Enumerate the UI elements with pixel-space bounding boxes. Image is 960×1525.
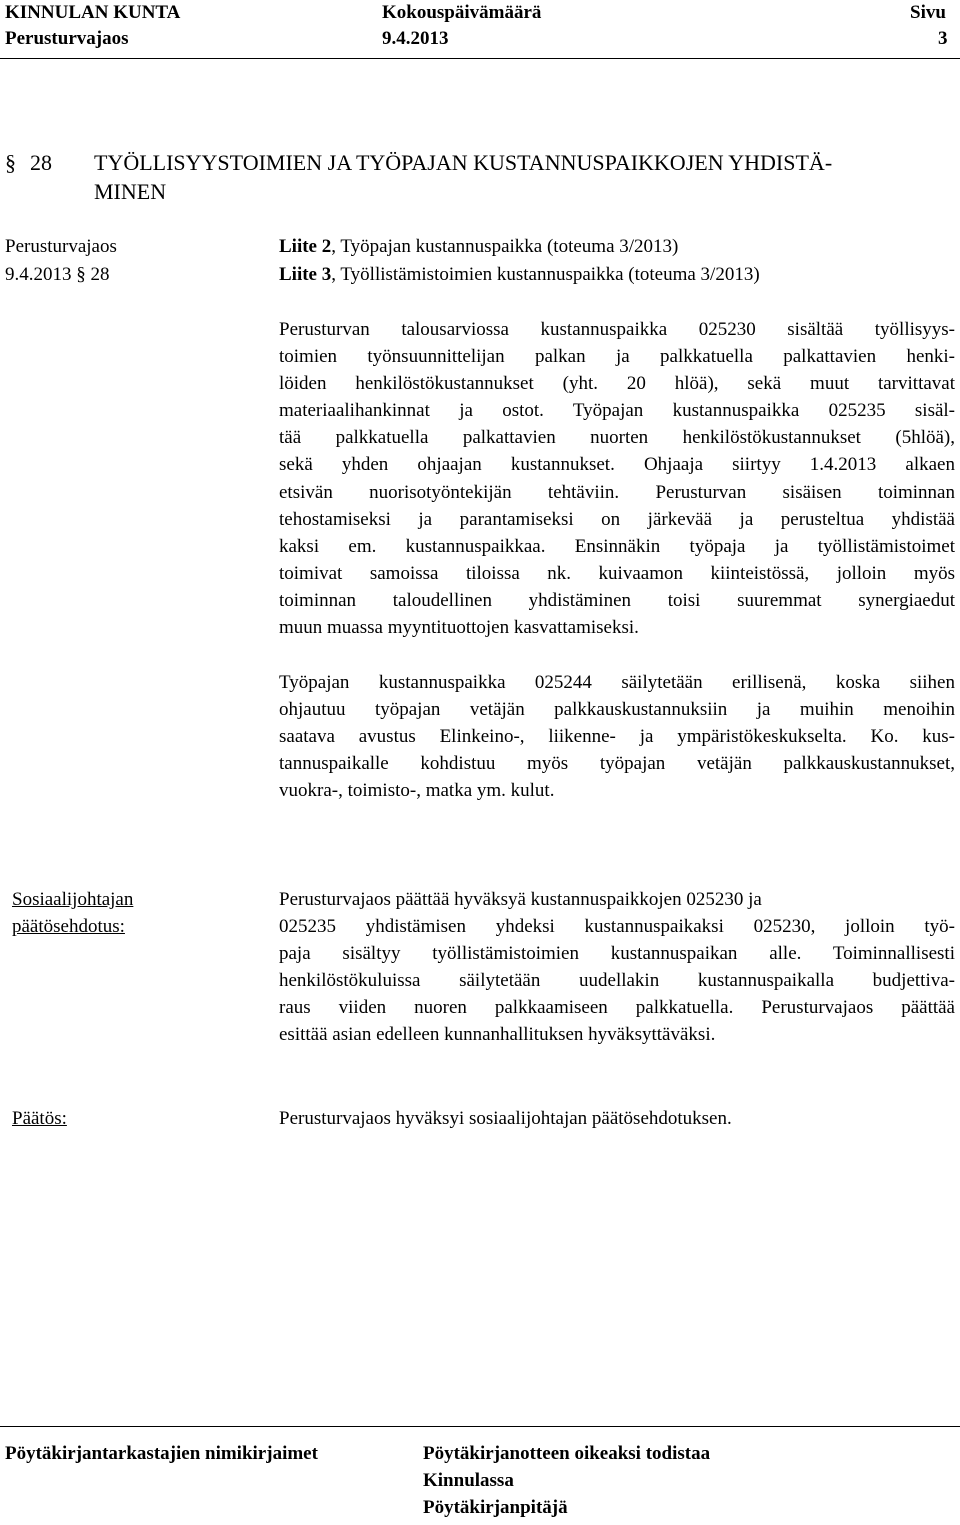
attachment-2-label: Liite 2 xyxy=(279,236,332,257)
paragraph-line: materiaalihankinnat ja ostot. Työpajan kustannuspaikka 025235 sisäl- xyxy=(279,400,955,422)
section-symbol: § xyxy=(5,150,16,175)
paragraph-line: toimien työnsuunnittelijan palkan ja palkkatuella palkattavien henki- xyxy=(279,346,955,368)
proposal-line: paja sisältyy työllistämistoimien kustannuspaikan alle. Toiminnallisesti xyxy=(279,943,955,965)
proposal-text xyxy=(279,886,955,1049)
proposal-line: 025235 yhdistämisen yhdeksi kustannuspaikaksi 025230, jolloin työ- xyxy=(279,916,955,938)
paragraph-line: etsivän nuorisotyöntekijän tehtäviin. Perusturvan sisäisen toiminnan xyxy=(279,481,955,503)
paragraph-line: saatava avustus Elinkeino-, liikenne- ja ympäristökeskukselta. Ko. kus- xyxy=(279,726,955,748)
reference-date-section xyxy=(5,262,110,288)
paragraph-line: toiminnan taloudellinen yhdistäminen toisi suuremmat synergiaedut xyxy=(279,589,955,611)
footer-certification-line-1: Pöytäkirjanotteen oikeaksi todistaa xyxy=(423,1443,711,1464)
attachment-3-label: Liite 3 xyxy=(279,264,332,285)
paragraph-line: vuokra-, toimisto-, matka ym. kulut. xyxy=(279,780,555,802)
decision-label: Päätös: xyxy=(12,1108,67,1129)
footer-certification-line-2: Kinnulassa xyxy=(423,1470,514,1491)
meeting-date-value: 9.4.2013 xyxy=(382,28,449,49)
paragraph-line: sekä yhden ohjaajan kustannukset. Ohjaaja siirtyy 1.4.2013 alkaen xyxy=(279,454,955,476)
reference-section-symbol: § xyxy=(76,264,86,285)
paragraph-line: tannuspaikalle kohdistuu myös työpajan vetäjän palkkauskustannukset, xyxy=(279,753,955,775)
municipality-name: KINNULAN KUNTA xyxy=(5,2,181,23)
proposal-label-line-2: päätösehdotus: xyxy=(12,916,125,937)
paragraph-line: kaksi em. kustannuspaikkaa. Ensinnäkin työpaja ja työllistämistoimet xyxy=(279,535,955,557)
paragraph-line: Perusturvan talousarviossa kustannuspaikka 025230 sisältää työllisyys- xyxy=(279,319,955,340)
decision-text: Perusturvajaos hyväksyi sosiaalijohtajan päätösehdotuksen. xyxy=(279,1108,732,1129)
section-title-line-2: MINEN xyxy=(94,179,167,204)
proposal-line: raus viiden nuoren palkkaamiseen palkkatuella. Perusturvajaos päättää xyxy=(279,997,955,1019)
footer-certification-line-3: Pöytäkirjanpitäjä xyxy=(423,1497,568,1518)
footer-initials-label: Pöytäkirjantarkastajien nimikirjaimet xyxy=(5,1443,318,1464)
paragraph-line: löiden henkilöstökustannukset (yht. 20 hlöä), sekä muut tarvittavat xyxy=(279,373,955,395)
committee-name: Perusturvajaos xyxy=(5,28,129,49)
proposal-label-line-1: Sosiaalijohtajan xyxy=(12,889,134,910)
paragraph-line: tää palkkatuella palkattavien nuorten henkilöstökustannukset (5hlöä), xyxy=(279,427,955,449)
section-number: 28 xyxy=(30,150,52,175)
meeting-date-label: Kokouspäivämäärä xyxy=(382,2,542,23)
page-label: Sivu xyxy=(910,2,946,23)
proposal-line: esittää asian edelleen kunnanhallituksen hyväksyttäväksi. xyxy=(279,1024,716,1046)
paragraph-line: tehostamiseksi ja parantamiseksi on järkevää ja perusteltua yhdistää xyxy=(279,508,955,530)
header-divider xyxy=(0,58,960,59)
reference-body: Perusturvajaos xyxy=(5,236,117,257)
paragraph-1 xyxy=(279,316,955,641)
proposal-line: Perusturvajaos päättää hyväksyä kustannuspaikkojen 025230 ja xyxy=(279,889,762,910)
attachment-3[interactable] xyxy=(279,262,760,288)
paragraph-line: toimivat samoissa tiloissa nk. kuivaamon kiinteistössä, jolloin myös xyxy=(279,562,955,584)
paragraph-2 xyxy=(279,669,955,804)
proposal-line: henkilöstökuluissa säilytetään uudellakin kustannuspaikalla budjettiva- xyxy=(279,970,955,992)
reference-date: 9.4.2013 xyxy=(5,264,72,285)
attachment-2[interactable] xyxy=(279,234,678,260)
page-number: 3 xyxy=(938,28,948,49)
section-title-line-1: TYÖLLISYYSTOIMIEN JA TYÖPAJAN KUSTANNUSPAIKKOJEN YHDISTÄ- xyxy=(94,150,833,175)
attachment-2-description: , Työpajan kustannuspaikka (toteuma 3/2013) xyxy=(331,236,679,257)
footer-divider xyxy=(0,1426,960,1427)
paragraph-line: Työpajan kustannuspaikka 025244 säilytetään erillisenä, koska siihen xyxy=(279,672,955,693)
paragraph-line: muun muassa myyntituottojen kasvattamiseksi. xyxy=(279,617,639,639)
paragraph-line: ohjautuu työpajan vetäjän palkkauskustannuksiin ja muihin menoihin xyxy=(279,699,955,721)
reference-section-number: 28 xyxy=(90,264,110,285)
attachment-3-description: , Työllistämistoimien kustannuspaikka (toteuma 3/2013) xyxy=(331,264,760,285)
